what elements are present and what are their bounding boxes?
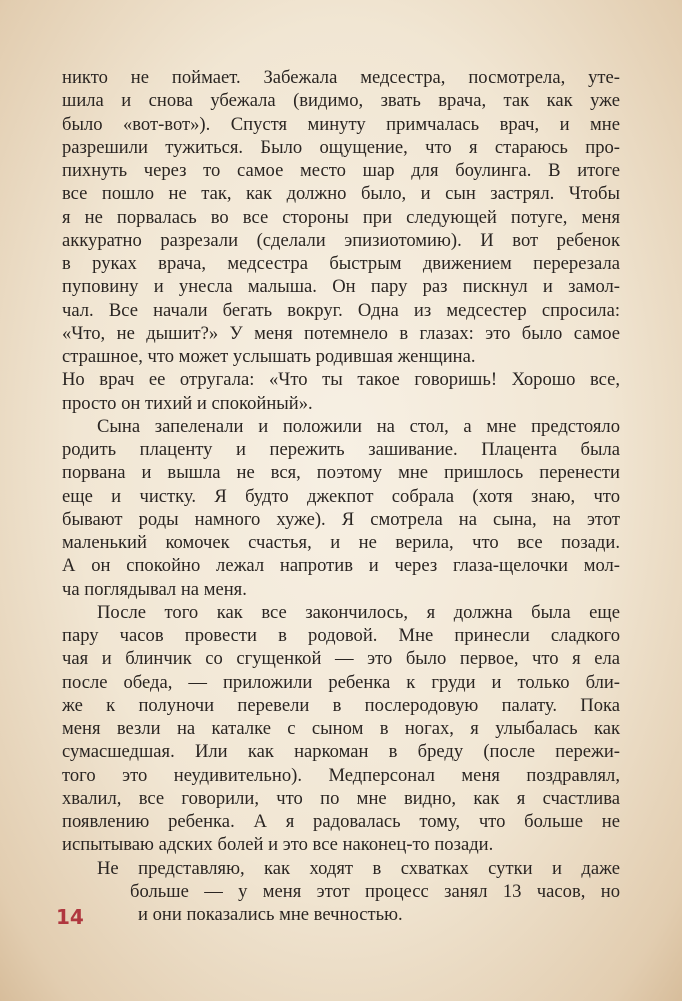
text-line: шила и снова убежала (видимо, звать врача, так как уже — [62, 90, 620, 112]
text-line: и они показались мне вечностью. — [138, 904, 403, 925]
text-line: после обеда, — приложили ребенка к груди и только бли- — [62, 671, 620, 693]
text-line: родить плаценту и пережить зашивание. Плацента была — [62, 439, 620, 460]
text-line: еще и чистку. Я будто джекпот собрала (хотя знаю, что — [62, 485, 620, 507]
text-line: пуповину и унесла малыша. Он пару раз пискнул и замол- — [62, 276, 620, 298]
text-line: бывают роды намного хуже). Я смотрела на сына, на этот — [62, 508, 620, 530]
text-line: Но врач ее отругала: «Что ты такое говоришь! Хорошо все, — [62, 369, 620, 391]
text-line: в руках врача, медсестра быстрым движением перерезала — [62, 253, 620, 274]
text-line: «Что, не дышит?» У меня потемнело в глазах: это было самое — [62, 322, 620, 344]
text-line: А он спокойно лежал напротив и через глаза-щелочки мол- — [62, 555, 620, 577]
text-line: я не порвалась во все стороны при следующей потуге, меня — [62, 206, 620, 228]
text-line: аккуратно разрезали (сделали эпизиотомию). И вот ребенок — [62, 229, 620, 251]
text-line: меня везли на каталке с сыном в ногах, я улыбалась как — [62, 718, 620, 739]
text-line: же к полуночи перевели в послеродовую палату. Пока — [62, 694, 620, 716]
text-line: ча поглядывал на меня. — [62, 578, 247, 600]
text-line: разрешили тужиться. Было ощущение, что я стараюсь про- — [62, 136, 620, 158]
text-line: было «вот-вот»). Спустя минуту примчалась врач, и мне — [62, 113, 620, 135]
text-line: страшное, что может услышать родившая женщина. — [62, 346, 476, 367]
text-line: Сына запеленали и положили на стол, а мне предстояло — [97, 415, 620, 437]
text-line: После того как все закончилось, я должна была еще — [97, 601, 620, 623]
text-line: чая и блинчик со сгущенкой — это было первое, что я ела — [62, 648, 620, 670]
text-line: хвалил, все говорили, что по мне видно, как я счастлива — [62, 787, 620, 809]
text-line: того это неудивительно). Медперсонал меня поздравлял, — [62, 764, 620, 786]
text-line: испытываю адских болей и это все наконец-то позади. — [62, 834, 494, 856]
text-line: появлению ребенка. А я радовалась тому, что больше не — [62, 811, 620, 832]
text-line: порвана и вышла не вся, поэтому мне пришлось перенести — [62, 462, 620, 484]
text-line: Не представляю, как ходят в схватках сутки и даже — [97, 857, 620, 879]
text-line: пару часов провести в родовой. Мне принесли сладкого — [62, 625, 620, 646]
text-line: чал. Все начали бегать вокруг. Одна из медсестер спросила: — [62, 299, 620, 321]
page-number: 14 — [56, 905, 84, 929]
text-line: никто не поймает. Забежала медсестра, посмотрела, уте- — [62, 67, 620, 88]
text-line: все пошло не так, как должно было, и сын застрял. Чтобы — [62, 183, 620, 205]
text-line: пихнуть через то самое место шар для боулинга. В итоге — [62, 160, 620, 181]
text-line: просто он тихий и спокойный». — [62, 392, 313, 414]
text-line: больше — у меня этот процесс занял 13 часов, но — [130, 880, 620, 902]
text-line: маленький комочек счастья, и не верила, что все позади. — [62, 532, 620, 553]
body-text — [62, 66, 620, 926]
text-line: сумасшедшая. Или как наркоман в бреду (после пережи- — [62, 741, 620, 763]
